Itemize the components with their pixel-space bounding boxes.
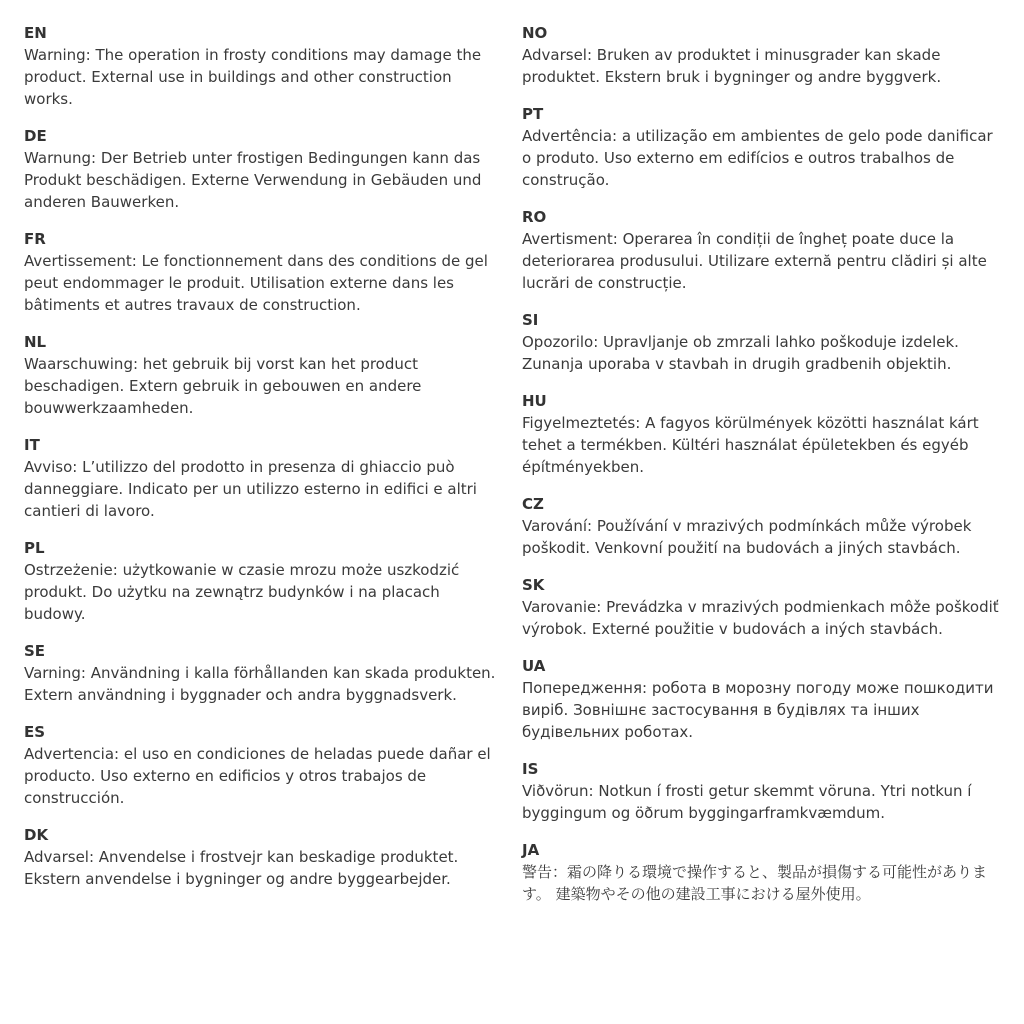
warning-text: Попередження: робота в морозну погоду може пошкодити виріб. Зовнішнє застосування в будівлях та інших будівельних роботах. bbox=[522, 679, 994, 741]
warning-text: Varning: Användning i kalla förhållanden kan skada produkten. Extern användning i byggnader och andra byggnadsverk. bbox=[24, 664, 496, 704]
lang-code: SE bbox=[24, 642, 46, 660]
warning-text: Warning: The operation in frosty conditions may damage the product. External use in buildings and other construction works. bbox=[24, 46, 482, 108]
lang-section-dk bbox=[24, 824, 504, 890]
lang-code: HU bbox=[522, 392, 547, 410]
lang-section-si bbox=[522, 309, 1002, 375]
lang-code: PL bbox=[24, 539, 45, 557]
left-column bbox=[24, 22, 504, 920]
right-column bbox=[522, 22, 1002, 920]
lang-code: ES bbox=[24, 723, 46, 741]
lang-section-is bbox=[522, 758, 1002, 824]
lang-code: DK bbox=[24, 826, 49, 844]
warning-text: Varovanie: Prevádzka v mrazivých podmienkach môže poškodiť výrobok. Externé použitie v budovách a iných stavbách. bbox=[522, 598, 999, 638]
lang-code: NO bbox=[522, 24, 548, 42]
warning-text: Advertência: a utilização em ambientes de gelo pode danificar o produto. Uso externo em edifícios e outros trabalhos de construção. bbox=[522, 127, 993, 189]
warning-text: Avertissement: Le fonctionnement dans des conditions de gel peut endommager le produit. Utilisation externe dans les bâtiments et autres travaux de construction. bbox=[24, 252, 488, 314]
lang-code: CZ bbox=[522, 495, 544, 513]
lang-section-de bbox=[24, 125, 504, 213]
lang-section-ja bbox=[522, 839, 1002, 905]
lang-section-cz bbox=[522, 493, 1002, 559]
lang-code: PT bbox=[522, 105, 544, 123]
warning-text: Ostrzeżenie: użytkowanie w czasie mrozu może uszkodzić produkt. Do użytku na zewnątrz budynków i na placach budowy. bbox=[24, 561, 460, 623]
warning-text: Advarsel: Anvendelse i frostvejr kan beskadige produktet. Ekstern anvendelse i bygninger og andre byggearbejder. bbox=[24, 848, 459, 888]
lang-code: SK bbox=[522, 576, 545, 594]
lang-section-nl bbox=[24, 331, 504, 419]
lang-code: IS bbox=[522, 760, 539, 778]
lang-section-it bbox=[24, 434, 504, 522]
warning-text: 警告：霜の降りる環境で操作すると、製品が損傷する可能性があります。 建築物やその他の建設工事における屋外使用。 bbox=[522, 863, 988, 903]
lang-section-en bbox=[24, 22, 504, 110]
lang-code: IT bbox=[24, 436, 40, 454]
lang-code: RO bbox=[522, 208, 547, 226]
lang-code: EN bbox=[24, 24, 47, 42]
lang-section-es bbox=[24, 721, 504, 809]
warning-text: Avviso: L’utilizzo del prodotto in presenza di ghiaccio può danneggiare. Indicato per un utilizzo esterno in edifici e altri cantieri di lavoro. bbox=[24, 458, 477, 520]
warning-text: Warnung: Der Betrieb unter frostigen Bedingungen kann das Produkt beschädigen. Externe Verwendung in Gebäuden und anderen Bauwerken. bbox=[24, 149, 482, 211]
lang-section-fr bbox=[24, 228, 504, 316]
lang-section-ro bbox=[522, 206, 1002, 294]
lang-code: DE bbox=[24, 127, 47, 145]
lang-code: SI bbox=[522, 311, 539, 329]
lang-section-hu bbox=[522, 390, 1002, 478]
warning-text: Advertencia: el uso en condiciones de heladas puede dañar el producto. Uso externo en edificios y otros trabajos de construcción. bbox=[24, 745, 491, 807]
lang-section-pt bbox=[522, 103, 1002, 191]
lang-section-ua bbox=[522, 655, 1002, 743]
lang-code: NL bbox=[24, 333, 47, 351]
warning-text: Viðvörun: Notkun í frosti getur skemmt vöruna. Ytri notkun í byggingum og öðrum byggingarframkvæmdum. bbox=[522, 782, 972, 822]
warning-text: Opozorilo: Upravljanje ob zmrzali lahko poškoduje izdelek. Zunanja uporaba v stavbah in drugih gradbenih objektih. bbox=[522, 333, 959, 373]
warning-text: Advarsel: Bruken av produktet i minusgrader kan skade produktet. Ekstern bruk i bygninger og andre byggverk. bbox=[522, 46, 942, 86]
warning-text: Varování: Používání v mrazivých podmínkách může výrobek poškodit. Venkovní použití na budovách a jiných stavbách. bbox=[522, 517, 972, 557]
lang-section-se bbox=[24, 640, 504, 706]
lang-code: JA bbox=[522, 841, 540, 859]
lang-section-pl bbox=[24, 537, 504, 625]
warning-text: Waarschuwing: het gebruik bij vorst kan het product beschadigen. Extern gebruik in gebouwen en andere bouwwerkzaamheden. bbox=[24, 355, 422, 417]
warning-text: Avertisment: Operarea în condiții de îngheț poate duce la deteriorarea produsului. Utilizare externă pentru clădiri și alte lucrări de construcție. bbox=[522, 230, 987, 292]
warning-text: Figyelmeztetés: A fagyos körülmények közötti használat kárt tehet a termékben. Kültéri használat épületekben és egyéb építményekben. bbox=[522, 414, 979, 476]
lang-section-sk bbox=[522, 574, 1002, 640]
lang-section-no bbox=[522, 22, 1002, 88]
lang-code: FR bbox=[24, 230, 46, 248]
lang-code: UA bbox=[522, 657, 546, 675]
